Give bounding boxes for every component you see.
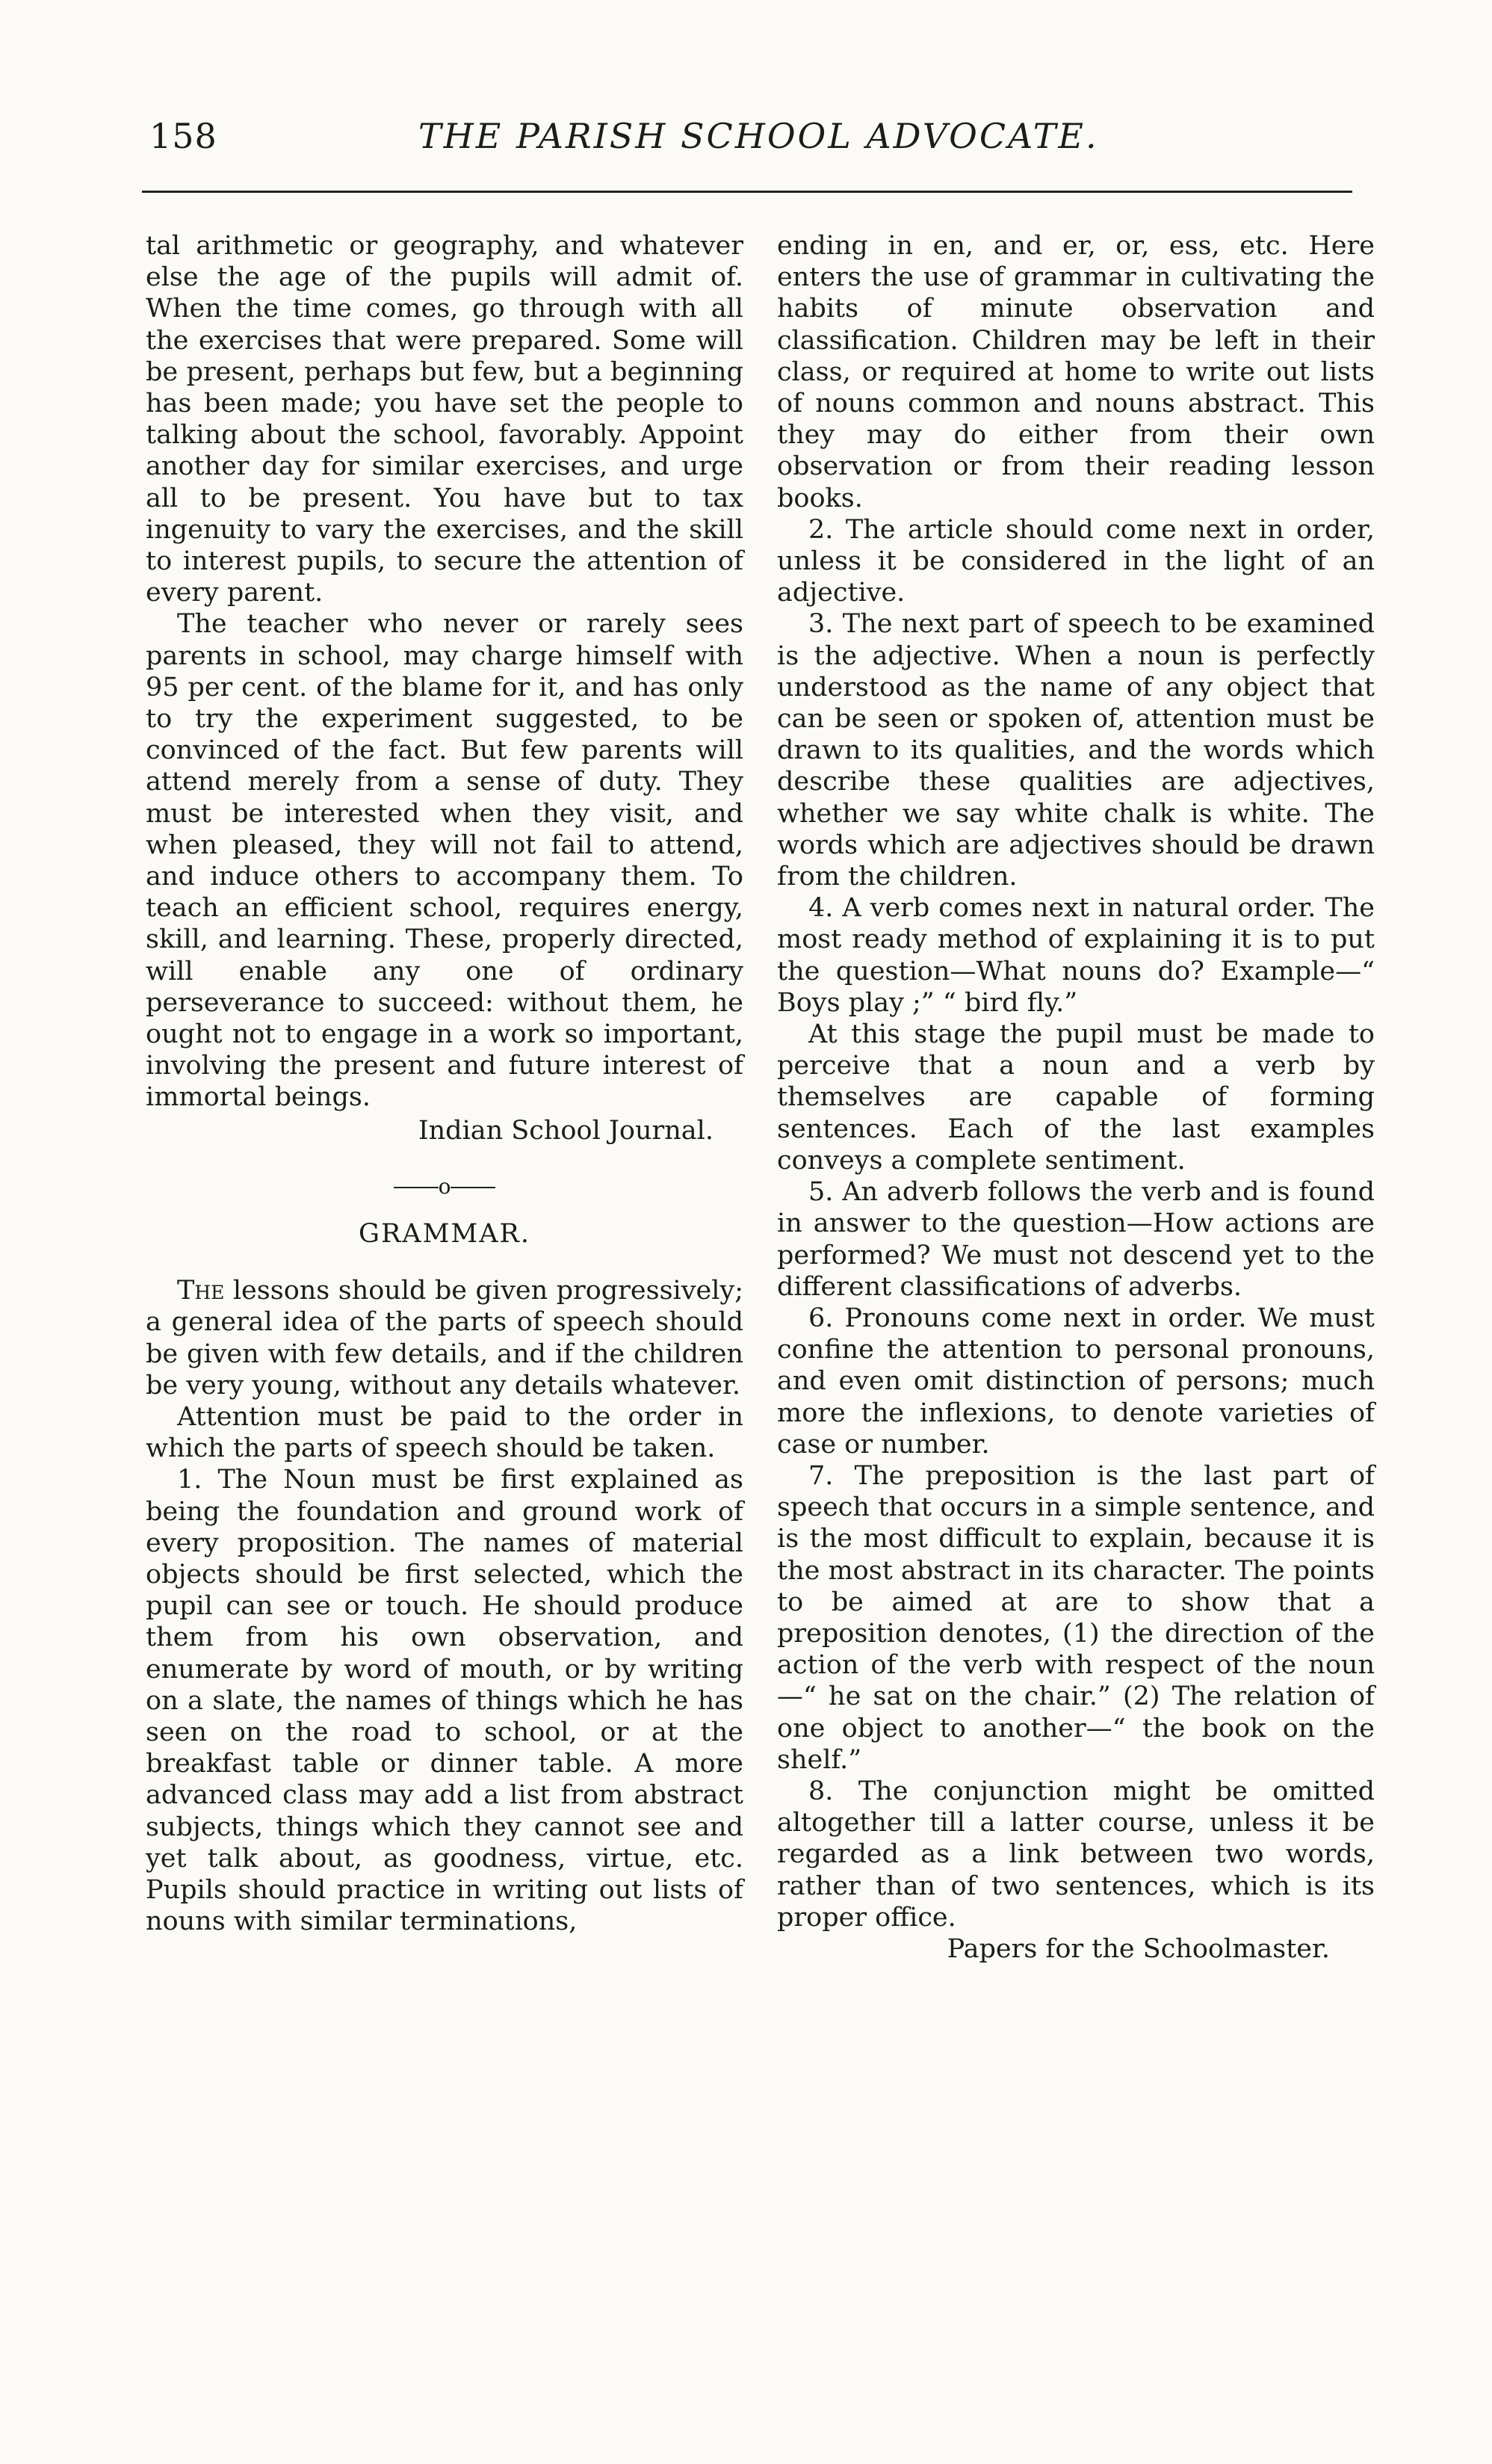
paragraph: 5. An adverb follows the verb and is found in answer to the question—How actions are performed? We must not descend yet to the different classifications of adverbs. [777,1177,1375,1302]
paragraph: ending in en, and er, or, ess, etc. Here enters the use of grammar in cultivating the habits of minute observation and classification. Children may be left in their class, or required at home to write out lists of nouns common and nouns abstract. This they may do either from their own observation or from their reading lesson books. [777,231,1375,513]
paragraph: tal arithmetic or geography, and whatever else the age of the pupils will admit of. When the time comes, go through with all the exercises that were prepared. Some will be present, perhaps but few, but a beginning has been made; you have set the people to talking about the school, favorably. Appoint another day for similar exercises, and urge all to be present. You have but to tax ingenuity to vary the exercises, and the skill to interest pupils, to secure the attention of every parent. [146,231,743,608]
left-column [146,230,743,1937]
divider-line [394,1187,439,1188]
paragraph: 4. A verb comes next in natural order. The most ready method of explaining it is to put the question—What nouns do? Example—“ Boys play ;” “ bird fly.” [777,893,1375,1018]
page-number: 158 [149,116,217,156]
paragraph: 7. The preposition is the last part of speech that occurs in a simple sentence, and is the most difficult to explain, because it is the most abstract in its character. The points to be aimed at are to show that a preposition denotes, (1) the direction of the action of the verb with respect of the noun —“ he sat on the chair.” (2) The relation of one object to another—“ the book on the shelf.” [777,1460,1375,1775]
paragraph: Attention must be paid to the order in which the parts of speech should be taken. [146,1401,743,1464]
paragraph [146,1275,743,1401]
paragraph: The teacher who never or rarely sees parents in school, may charge himself with 95 per cent. of the blame for it, and has only to try the experiment suggested, to be convinced of the fact. But few parents will attend merely from a sense of duty. They must be interested when they visit, and when pleased, they will not fail to attend, and induce others to accompany them. To teach an efficient school, requires energy, skill, and learning. These, properly directed, will enable any one of ordinary perseverance to succeed: without them, he ought not to engage in a work so important, involving the present and future interest of immortal beings. [146,609,743,1113]
source-signature: Papers for the Schoolmaster. [947,1933,1330,1964]
header-rule [142,191,1352,193]
section-divider [146,1175,743,1199]
paragraph: 1. The Noun must be first explained as being the foundation and ground work of every proposition. The names of material objects should be first selected, which the pupil can see or touch. He should produce them from his own observation, and enumerate by word of mouth, or by writing on a slate, the names of things which he has seen on the road to school, or at the breakfast table or dinner table. A more advanced class may add a list from abstract subjects, things which they cannot see and yet talk about, as goodness, virtue, etc. Pupils should practice in writing out lists of nouns with similar terminations, [146,1465,743,1937]
section-title: GRAMMAR. [358,1218,531,1249]
paragraph-lead: The [177,1276,225,1306]
paragraph: 3. The next part of speech to be examined is the adjective. When a noun is perfectly understood as the name of any object that can be seen or spoken of, attention must be drawn to its qualities, and the words which describe these qualities are adjectives, whether we say white chalk is white. The words which are adjectives should be drawn from the children. [777,609,1375,892]
running-title: THE PARISH SCHOOL ADVOCATE. [418,116,1099,156]
divider-line [451,1187,495,1188]
paragraph: 2. The article should come next in order, unless it be considered in the light of an adjective. [777,514,1375,608]
right-column [777,230,1375,1965]
paragraph: 6. Pronouns come next in order. We must confine the attention to personal pronouns, and even omit distinction of persons; much more the inflexions, to denote varieties of case or number. [777,1303,1375,1460]
paragraph-text: lessons should be given progressively; a general idea of the parts of speech should be given with few details, and if the children be very young, without any details whatever. [146,1276,743,1401]
divider-mark: o [438,1173,451,1199]
paragraph: At this stage the pupil must be made to perceive that a noun and a verb by themselves are capable of forming sentences. Each of the last examples conveys a complete sentiment. [777,1019,1375,1176]
source-signature: Indian School Journal. [418,1115,714,1146]
paragraph: 8. The conjunction might be omitted altogether till a latter course, unless it be regarded as a link between two words, rather than of two sentences, which is its proper office. [777,1776,1375,1933]
